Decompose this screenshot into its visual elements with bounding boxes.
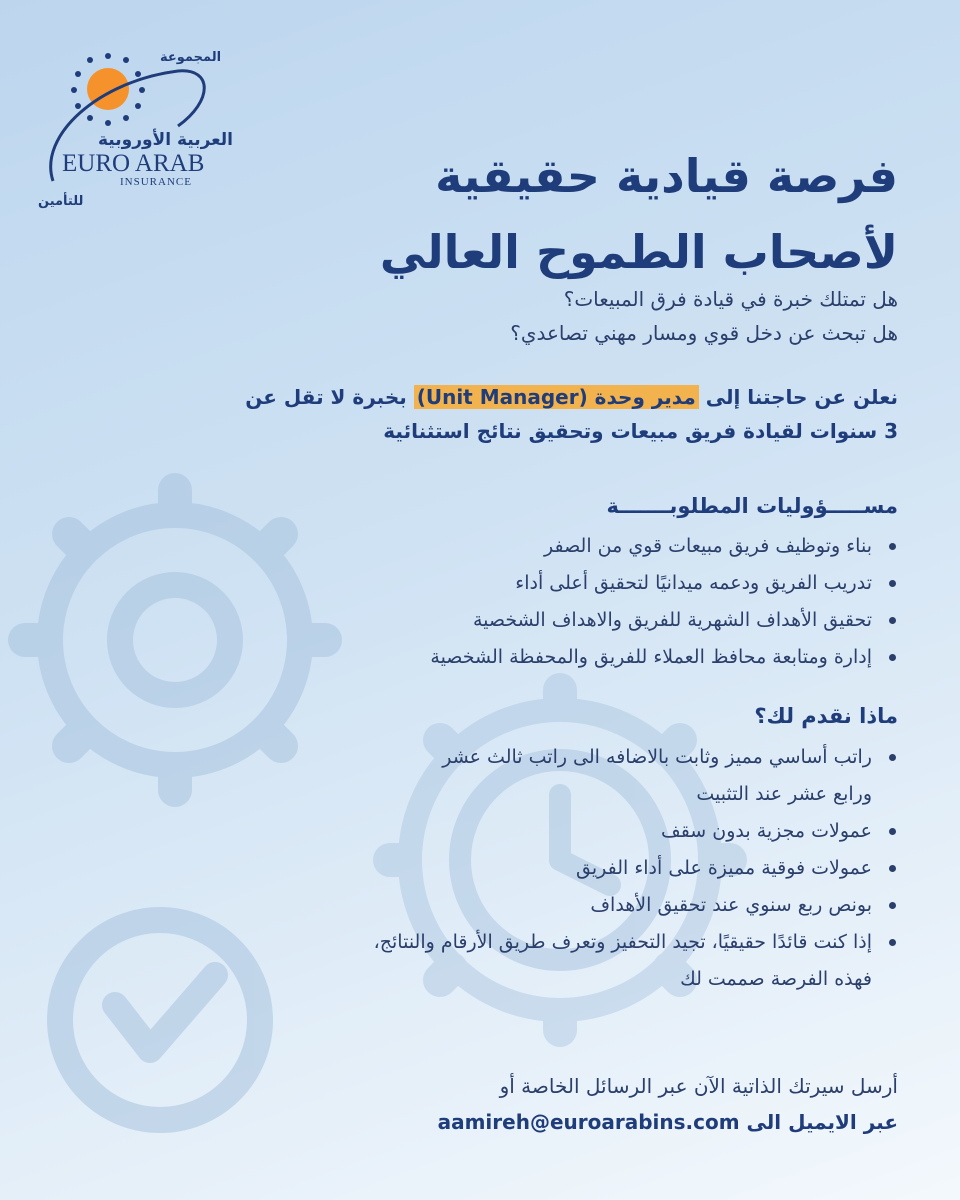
list-item [198,924,898,998]
list-item [198,850,898,887]
headline-line-1: فرصة قيادية حقيقية [435,149,898,203]
job-announcement [138,380,898,448]
job-title-highlight: مدير وحدة (Unit Manager) [414,385,699,409]
list-item: إدارة ومتابعة محافظ العملاء للفريق والمحفظة الشخصية [198,639,898,676]
announcement-suffix: بخبرة لا تقل عن [245,385,414,409]
contact-email-prefix: عبر الايميل الى [739,1110,898,1134]
list-item: تحقيق الأهداف الشهرية للفريق والاهداف الشخصية [198,602,898,639]
list-item-line: راتب أساسي مميز وثابت بالاضافه الى راتب ثالث عشر [442,746,872,768]
logo-english-name: EURO ARAB [62,150,205,177]
list-item: بناء وتوظيف فريق مبيعات قوي من الصفر [198,528,898,565]
announcement-prefix: نعلن عن حاجتنا إلى [698,385,898,409]
logo-group-label: المجموعة [160,50,222,65]
question-2: هل تبحث عن دخل قوي ومسار مهني تصاعدي؟ [510,321,898,345]
offer-list [198,739,898,998]
list-item-line: ورابع عشر عند التثبيت [696,783,872,805]
contact-info [138,1068,898,1140]
logo-arabic-name: العربية الأوروبية [98,130,233,150]
list-item-line: فهذه الفرصة صممت لك [680,968,872,990]
headline-line-2: لأصحاب الطموح العالي [379,225,898,279]
logo-english-sub: INSURANCE [120,176,192,188]
list-item-line: عمولات فوقية مميزة على أداء الفريق [575,857,872,879]
email-link[interactable]: aamireh@euroarabins.com [437,1110,740,1134]
contact-line-2 [138,1104,898,1140]
logo-arabic-sub: للتأمين [38,194,84,209]
offer-title: ماذا نقدم لك؟ [754,704,898,728]
contact-line-1: أرسل سيرتك الذاتية الآن عبر الرسائل الخاصة أو [499,1074,898,1098]
announcement-line-2: 3 سنوات لقيادة فريق مبيعات وتحقيق نتائج استثنائية [383,419,898,443]
responsibilities-title: مســـــؤوليات المطلوبـــــــة [606,494,898,518]
list-item-line: بونص ربع سنوي عند تحقيق الأهداف [590,894,872,916]
announcement-line-1 [138,380,898,414]
list-item: تدريب الفريق ودعمه ميدانيًا لتحقيق أعلى أداء [198,565,898,602]
list-item [198,739,898,813]
list-item-line: عمولات مجزية بدون سقف [661,820,872,842]
page-title [198,138,898,290]
responsibilities-list [198,528,898,676]
list-item [198,887,898,924]
intro-questions [138,282,898,350]
list-item [198,813,898,850]
list-item-line: إذا كنت قائدًا حقيقيًا، تجيد التحفيز وتعرف طريق الأرقام والنتائج، [373,931,872,953]
question-1: هل تمتلك خبرة في قيادة فرق المبيعات؟ [563,287,898,311]
